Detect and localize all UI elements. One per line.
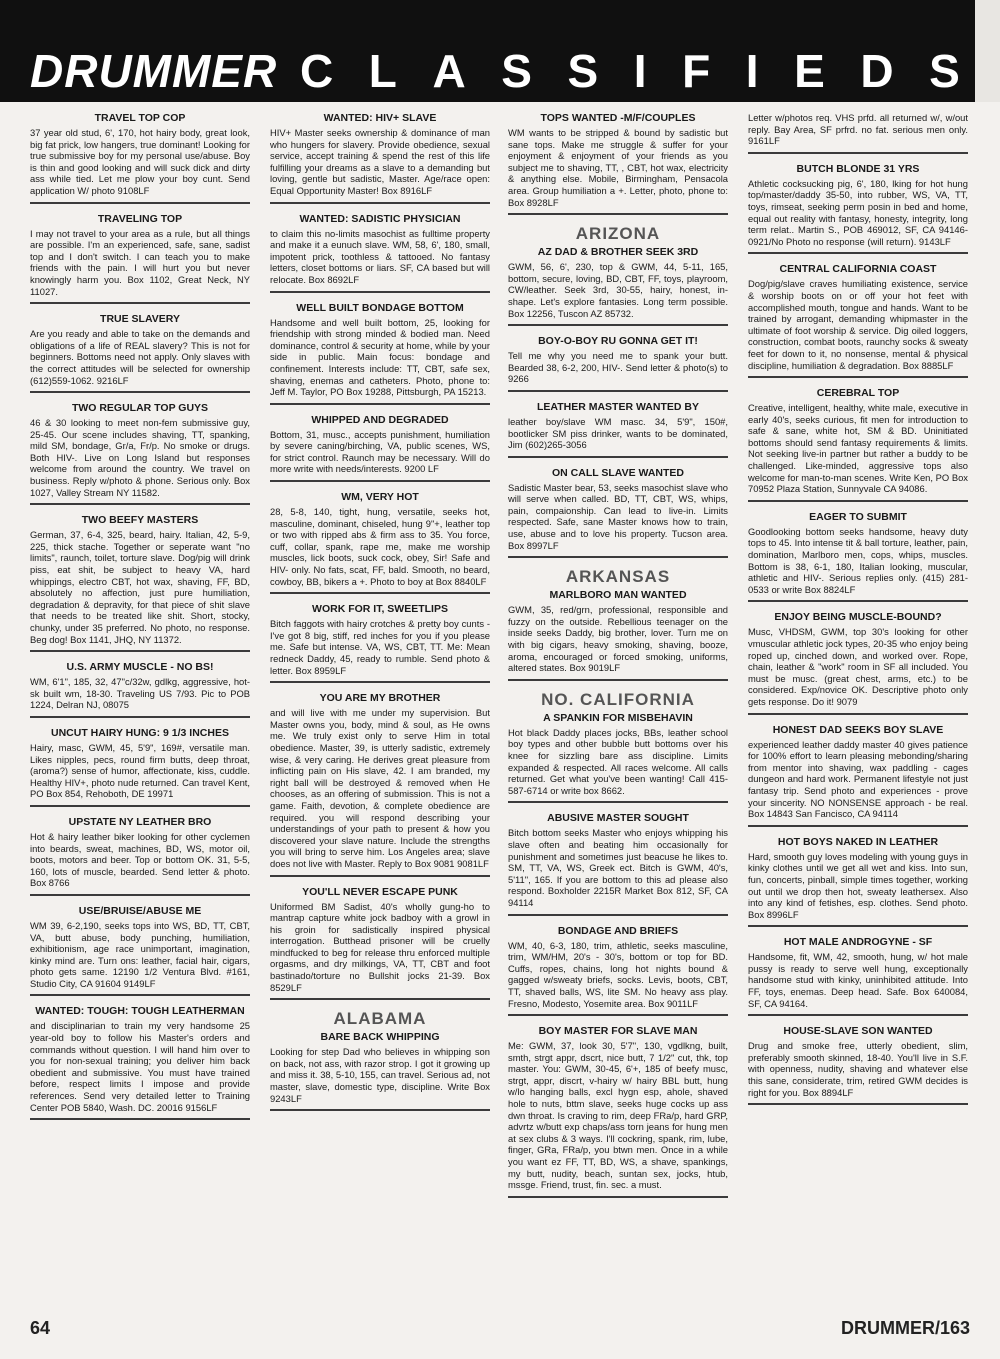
- ad-headline: WANTED: TOUGH: TOUGH LEATHERMAN: [35, 1005, 245, 1018]
- ad-body: and will live with me under my supervision. But Master owns you, body, mind & soul, as He owns me. We truly exist only to serve Him in total obedience. Master, 39, is utterly sadistic, extremely wise, & very caring. He derives great pleasure from inflicting pain on His slave, 42. I am branded, my right ball will be destroyed & removed when He chooses, as an offering of submission. This is not a game. Faith, devotion, & complete obedience are required. you will respond describing your understandings of your path to present & how you discovered your slave nature. Include the strengths you will bring to serve him. Los Angeles area; slave does not live with Master. Reply to Box 9081 9081LF: [270, 707, 490, 869]
- section-letter: I: [745, 45, 759, 97]
- ad-headline: WHIPPED AND DEGRADED: [311, 413, 449, 426]
- ad-body: Handsome and well built bottom, 25, looking for friendship with strong minded & bodied man. Need dominance, control & security at home, while by your side in public. Main focus: bondage and confinement. Interests include: TT, CBT, safe sex, shaving, enemas and catheters. Photo, phone to: Jeff M. Taylor, PO Box 19288, Pittsburgh, PA 15213.: [270, 316, 490, 398]
- region-heading: ARKANSAS: [565, 567, 671, 587]
- ad-headline: CEREBRAL TOP: [816, 387, 900, 400]
- ad-headline: WANTED: SADISTIC PHYSICIAN: [299, 212, 461, 225]
- ad-body: WM, 6'1", 185, 32, 47"c/32w, gdlkg, aggressive, hot-sk built wm, 18-30. Traveling US 7/93. Pic to POB 1224, Delran NJ, 08075: [30, 676, 250, 711]
- ad-body: to claim this no-limits masochist as fulltime property and make it a eunuch slave. WM, 58, 6', 180, small, impotent prick, toothless & tattooed. No fantasy letters, closet bottoms or liars. SF, CA based but will relocate. Box 8692LF: [270, 227, 490, 285]
- classified-ad: [30, 313, 250, 393]
- ad-headline: WANTED: HIV+ SLAVE: [323, 112, 437, 124]
- ad-headline: WELL BUILT BONDAGE BOTTOM: [296, 301, 464, 314]
- ad-body: experienced leather daddy master 40 gives patience for 100% effort to learn pleasing mebonding/sharing from mentor into shaving, wax paddling - cages dungeon and hard work. Permanent lifestyle not just fantasy trip. Send photo and experiences - prove your sincerity. NO NONSENSE approach - be real. Box 14843 San Fancisco, CA 94114: [748, 738, 968, 820]
- ad-headline: YOU'LL NEVER ESCAPE PUNK: [302, 885, 458, 898]
- classified-ad: [508, 589, 728, 681]
- ad-body: Musc, VHDSM, GWM, top 30's looking for other vmuscular athletic jock types, 20-35 who enjoy being roped up, cinched down, and worked over. Rope, chain, leather & "work" room in SF all included. You must be musc. (great chest, arms, etc.) to be considered. Exp/novice OK. Descriptive photo only gets response. Do it! 9079: [748, 626, 968, 707]
- masthead-banner: [0, 0, 975, 102]
- section-letter: A: [432, 45, 466, 97]
- ad-headline: BONDAGE AND BRIEFS: [557, 924, 679, 937]
- classified-ad: [508, 467, 728, 559]
- ad-body: 28, 5-8, 140, tight, hung, versatile, seeks hot, masculine, dominant, chiseled, hung 9"+, leather top or two with ripped abs & firm ass to 35. You force, cuff, collar, spank, rape me, make me worship muscles, lick boots, suck cock, obey, Sir! Safe and HIV- only. No fats, scat, FF, bald. Smooth, no beard, cowboy, BB, bikers a +. Photo to boy at Box 8840LF: [270, 506, 490, 587]
- ad-body: Dog/pig/slave craves humiliating existence, service & worship boots on or off your hot feet with accomplished mouth, tongue and hands. Want to be trained by arrogant, demanding whipmaster in the ultimate of foot worship & service. Dig oiled loggers, construction, combat boots, raunchy socks & sweaty feet for down to it, no nonsense, mental & physical discipline, humiliation & degradation. Box 8885LF: [748, 278, 968, 371]
- classified-ad: [748, 163, 968, 255]
- region-heading: ARIZONA: [575, 224, 661, 244]
- classified-ad: [270, 302, 490, 405]
- classified-ad: [508, 246, 728, 326]
- classified-ad: [30, 1005, 250, 1120]
- classified-ad: [30, 112, 250, 204]
- ad-body: Hairy, masc, GWM, 45, 5'9", 169#, versatile man. Likes nipples, pecs, round firm butts, deep throat, (aroma?) sense of humor, affectionate, kiss, cuddle. Healthy HIV+, photo nude returned. Can travel Kent, PO Box 854, Rehoboth, DE 19971: [30, 741, 250, 800]
- classified-ad: [30, 402, 250, 505]
- ad-headline: WM, VERY HOT: [341, 491, 419, 504]
- classified-ad: [508, 925, 728, 1017]
- ad-headline: HOUSE-SLAVE SON WANTED: [783, 1025, 933, 1038]
- classified-ad: [748, 936, 968, 1016]
- classified-ad: [270, 886, 490, 1001]
- ad-headline: TRAVEL TOP COP: [94, 112, 186, 124]
- ad-body: German, 37, 6-4, 325, beard, hairy. Italian, 42, 5-9, 225, thick stache. Together or seperate want "no limits", raunch, toilet, torture slave. Dog/pig will drink piss, eat shit, be subject to heavy VA, hard whippings, electro CBT, hot wax, shaving, FF, BD, absolutely no affection, just pure humiliation, degradation & depravity, for that piece of shit slave that needs to be treated like shit. Short, stocky, chunky, under 35 preferred. No photo, no response. Beg dog! Box 1141, JHQ, NY 11372.: [30, 529, 250, 645]
- classified-ad: [270, 692, 490, 876]
- classified-ad: [270, 603, 490, 683]
- ad-headline: UNCUT HAIRY HUNG: 9 1/3 INCHES: [51, 726, 229, 739]
- ad-body: Athletic cocksucking pig, 6', 180, lking for hot hung top/master/daddy 35-50, into rubber, WS, VA, TT, toys, rimseat, seeking perm posin in bed and home, equal out reality with fantasy, honesty, integrity, long term relat.. Martin S., POB 469012, SF, CA 94146-0921/No Photo no response (will return). 9143LF: [748, 177, 968, 247]
- ad-headline: YOU ARE MY BROTHER: [319, 692, 441, 705]
- section-letter: C: [300, 45, 334, 97]
- ad-body: Uniformed BM Sadist, 40's wholly gung-ho to mantrap capture white jock badboy with a growl in his groin for sadistically inspired physical interrogation. Butthead prisoner will be cruelly mindfucked to beg for release thru enforced multiple orgasms, and dry milkings, VA, TT, CBT and foot bastinado/torture no Bullshit jocks 21-39. Box 8529LF: [270, 900, 490, 993]
- ad-headline: MARLBORO MAN WANTED: [549, 589, 687, 602]
- classified-ad: [508, 112, 728, 215]
- classified-ad: [748, 836, 968, 928]
- region-heading: NO. CALIFORNIA: [541, 689, 695, 709]
- classified-ad: [30, 661, 250, 718]
- ad-headline: EAGER TO SUBMIT: [809, 510, 907, 523]
- classified-ad: [270, 112, 490, 204]
- classified-ad: [508, 812, 728, 915]
- ad-headline: WORK FOR IT, SWEETLIPS: [312, 603, 448, 616]
- classified-ad: [748, 511, 968, 603]
- classifieds-column-4: [748, 112, 968, 1302]
- section-letter: D: [860, 45, 894, 97]
- ad-body: Bitch faggots with hairy crotches & pretty boy cunts - I've got 8 big, stiff, red inches for you if you please me. Safe but intense. VA, WS, CBT, TT. Me: Mean redneck Daddy, 45, ready to rumble. Send photo & letter. Box 8959LF: [270, 618, 490, 676]
- classified-ad: [748, 1025, 968, 1105]
- ad-headline: TOPS WANTED -M/F/COUPLES: [540, 112, 696, 124]
- ad-body: Are you ready and able to take on the demands and obligations of a life of REAL slavery? This is not for beginners. Bottoms need not apply. Only slaves with the correct attitudes will be selected for ownership (612)559-1062. 9216LF: [30, 328, 250, 386]
- ad-body: GWM, 35, red/grn, professional, responsible and fuzzy on the outside. Rebellious teenager on the inside seeks Daddy, big brother, lover. Turn me on with big cigars, heavy smoking, shaving, booze, aroma, encouraged or forced smoking, uniforms, altered states. Box 9019LF: [508, 604, 728, 674]
- classified-ad: [30, 905, 250, 997]
- classified-ad: [30, 514, 250, 652]
- classified-ad: [30, 816, 250, 896]
- classified-ad: [508, 401, 728, 458]
- section-letter: F: [682, 45, 711, 97]
- ad-headline: HOT MALE ANDROGYNE - SF: [783, 936, 933, 949]
- classified-ad: [748, 112, 968, 154]
- section-letter: S: [501, 45, 532, 97]
- ad-headline: TRUE SLAVERY: [100, 313, 180, 326]
- ad-body: Looking for step Dad who believes in whipping son on back, not ass, with razor strop. I got it growing up and miss it. 38, 5-10, 155, can travel. Serious ad, not master, slave, domestic type, discipline. Write Box 9243LF: [270, 1046, 490, 1104]
- section-letter: L: [368, 45, 397, 97]
- ad-headline: ENJOY BEING MUSCLE-BOUND?: [774, 611, 942, 624]
- ad-body: 37 year old stud, 6', 170, hot hairy body, great look, big fat prick, low hangers, true dominant! Looking for true submissive boy for my personal use/abuse. Boy is thin and good looking and will suck dick and dirty ass while tied. Let me plow your boy cunt. Send application W/ photo 9108LF: [30, 127, 250, 196]
- classifieds-column-2: [270, 112, 490, 1302]
- classifieds-column-3: [508, 112, 728, 1302]
- ad-body: Creative, intelligent, healthy, white male, executive in early 40's, seeks curious, fit men for introduction to safe & sane, white hot, SM & BD. Uninitiated bottoms should send fantasy requirements & limits. Not seeking live-in partner but rather a buddy to be challenged. Like-minded, aggressive tops also welcome for man-to-man scenes. Write Ken, PO Box 70952 Plaza Station, Sunnyvale CA 94086.: [748, 402, 968, 495]
- ad-headline: LEATHER MASTER WANTED BY: [537, 400, 699, 413]
- ad-body: WM wants to be stripped & bound by sadistic but sane tops. Make me struggle & suffer for your enjoyment & enjoyment of your friends as you subject me to shaving, TT, , CBT, hot wax, electricity & anything else. Mobile, Birmingham, Pensacola area. Group humiliation a +. Letter, photo, phone to: Box 8928LF: [508, 127, 728, 208]
- ad-body: Tell me why you need me to spank your butt. Bearded 38, 6-2, 200, HIV-. Send letter & photo(s) to 9266: [508, 350, 728, 385]
- ad-body: Sadistic Master bear, 53, seeks masochist slave who will serve when called. BD, TT, CBT, WS, whips, pain, compaionship. Can lead to live-in. Limits respected. Safe, sane Master knows how to train, use, abuse and to love his property. Tucson area. Box 8997LF: [508, 481, 728, 551]
- ad-headline: AZ DAD & BROTHER SEEK 3RD: [537, 246, 699, 259]
- masthead-section: [300, 44, 960, 98]
- ad-headline: CENTRAL CALIFORNIA COAST: [779, 263, 937, 276]
- classified-ad: [30, 727, 250, 807]
- page-edge: [975, 0, 1000, 102]
- ad-headline: BOY MASTER FOR SLAVE MAN: [538, 1025, 698, 1038]
- ad-headline: BOY-O-BOY RU GONNA GET IT!: [538, 335, 698, 348]
- classified-ad: [30, 213, 250, 305]
- classified-ad: [508, 712, 728, 804]
- section-letter: E: [794, 45, 825, 97]
- classifieds-column-1: [30, 112, 250, 1302]
- section-letter: S: [567, 45, 599, 97]
- ad-headline: ON CALL SLAVE WANTED: [551, 466, 685, 479]
- ad-headline: USE/BRUISE/ABUSE ME: [78, 904, 202, 917]
- ad-headline: BUTCH BLONDE 31 YRS: [796, 162, 920, 175]
- ad-body: GWM, 56, 6', 230, top & GWM, 44, 5-11, 165, bottom, secure, loving, BD, CBT, FF, toys, playroom, CW/leather. Seek 3rd, 30-55, hairy, honest, in-shape. Let's explore fantasies. Long term possible. Box 12256, Tuscon AZ 85732.: [508, 261, 728, 319]
- ad-body: WM, 40, 6-3, 180, trim, athletic, seeks masculine, trim, WM/HM, 20's - 30's, bottom or top for BD. Cuffs, ropes, chains, long hot nights bound & gagged w/sweaty briefs, socks. Levis, boots, CBT, TT, shaved balls, WS, lite SM. No heavy ass play. Fresno, Modesto, Yosemite area. Box 9011LF: [508, 939, 728, 1009]
- ad-body: Letter w/photos req. VHS prfd. all returned w/, w/out reply. Bay Area, SF prfrd. no fat. serious men only. 9161LF: [748, 112, 968, 147]
- ad-headline: U.S. ARMY MUSCLE - NO BS!: [66, 661, 214, 674]
- classified-ad: [508, 1025, 728, 1198]
- ad-headline: HOT BOYS NAKED IN LEATHER: [777, 835, 939, 848]
- ad-body: Me: GWM, 37, look 30, 5'7", 130, vgdlkng, built, smth, strgt appr, dscrt, nice butt, 7 1/2" cut, thk, top master. You: GWM, 30-45, 6'+, 185 of beefy musc, strgt, appr, discrt, v-hairy w/ hairy BBL butt, hung w/lo hanging balls, excl hygn esp, ahole, shaved hole to nuts, bttm slave, seeks huge cocks up ass dwn throat. Is craving to rim, deep FRa/p, hard GRP, advrtz w/butt exp chaps/ass torn jeans for hung men at sex clubs & 3 ways. I'll cockring, spank, rim, lube, finger, GRa, FRa/p, you btwn men. Once in a while you want ez FF, TT, BD, WS, a shave, spankings, my butt, nudity, beach, suntan sex, jocks, htub, mssge. Friend, trust, fin. sec. a must.: [508, 1040, 728, 1191]
- classified-ad: [748, 263, 968, 378]
- classified-ad: [508, 335, 728, 392]
- ad-body: leather boy/slave WM masc. 34, 5'9", 150#, bootlicker SM piss drinker, wants to be dominated, Jim (602)265-3056: [508, 415, 728, 451]
- ad-body: Bitch bottom seeks Master who enjoys whipping his slave often and beating him occasionally for punishment and sometimes just beacuse he likes to. SM, TT, VA, WS, Greek ect. Bitch is GWM, 40's, 5'11", 165. If you are bottom to this ad please also respond. Boxholder 2215R Market Box 812, SF, CA 94114: [508, 827, 728, 908]
- ad-headline: TWO REGULAR TOP GUYS: [71, 402, 209, 415]
- ad-body: Handsome, fit, WM, 42, smooth, hung, w/ hot male pussy is ready to serve well hung, exceptionally handsome stud with kinky, uninhibited attitude. Into FF, toys, enemas. Deep head. Safe. Box 640084, SF, CA 94164.: [748, 951, 968, 1009]
- ad-body: Hot & hairy leather biker looking for other cyclemen into beards, sweat, machines, BD, WS, motor oil, boots, motors and beer. Top or bottom OK. 31, 5-5, 160, lots of muscle, bearded. Send letter & photo. Box 8766: [30, 830, 250, 889]
- classified-ad: [748, 611, 968, 714]
- ad-body: Goodlooking bottom seeks handsome, heavy duty tops to 45. Into intense tit & ball torture, leather, pain, domination, Marlboro men, cops, whips, muscles. Bottom is 38, 6-1, 180, Italian looking, muscular, athletic and HIV-. Serious replies only. (415) 281-0533 or write Box 8824LF: [748, 525, 968, 595]
- section-letter: I: [633, 45, 647, 97]
- ad-headline: UPSTATE NY LEATHER BRO: [68, 815, 212, 828]
- ad-body: WM 39, 6-2,190, seeks tops into WS, BD, TT, CBT, VA, butt abuse, body punching, humiliation, exhibitionism, age race unimportant, imagination, kinky mind are. Turn ons: leather, facial hair, cigars, photo gets same. 12190 1/2 Ventura Blvd. #161, Studio City, CA 91604 9149LF: [30, 919, 250, 989]
- ad-body: HIV+ Master seeks ownership & dominance of man who hungers for slavery. Provide obedience, sexual service, accept training & spend the rest of this life fulfilling your dreams as a slave to a demanding but loving, gentle but sadistic, Master. Age/race open: Equal Opportunity Master! Box 8916LF: [270, 127, 490, 196]
- classified-ad: [748, 724, 968, 827]
- classified-ad: [270, 491, 490, 594]
- ad-body: Bottom, 31, musc., accepts punishment, humiliation by severe caning/birching, VA, public scenes, WS, for strict control. Raunch may be necessary. Will do more write with needs/interests. 9200 LF: [270, 428, 490, 475]
- ad-body: Hot black Daddy places jocks, BBs, leather school boy types and other bubble butt bottoms over his knee for sizzling bare ass discipline. Limits expanded & respected. All races welcome. All calls returned. Get what you've been wanting! Call 415-587-6714 or write box 8662.: [508, 726, 728, 796]
- section-letter: S: [929, 45, 960, 97]
- ad-body: I may not travel to your area as a rule, but all things are possible. I'm an experienced, safe, sane, sadist top and I don't switch. I can teach you to make friends with the pain. I will hurt you but never knowingly harm you. Box 1102, Great Neck, NY 11027.: [30, 227, 250, 297]
- ad-body: 46 & 30 looking to meet non-fem submissive guy, 25-45. Our scene includes shaving, TT, spanking, mild SM, bondage, Gr/a, Fr/p. No smoke or drugs. Both HIV-. Live on Long Island but responses welcome from around the country. We travel on business. Reply w/photo & phone. Serious only. Box 1027, Valley Stream NY 11582.: [30, 417, 250, 498]
- ad-headline: BARE BACK WHIPPING: [320, 1031, 440, 1044]
- ad-headline: ABUSIVE MASTER SOUGHT: [547, 812, 689, 825]
- ad-body: and disciplinarian to train my very handsome 25 year-old boy to follow his Master's orders and commands without question. I will hand him over to you for non-sexual training; you deliver him back obedient and submissive. You must have trained before, respect limits I impose and provide references. Send very detailed letter to Training Center POB 5840, Wash. DC. 20016 9156LF: [30, 1020, 250, 1113]
- page-number: 64: [30, 1318, 51, 1338]
- issue-number: DRUMMER/163: [840, 1318, 970, 1338]
- classified-ad: [270, 1031, 490, 1111]
- classified-ad: [748, 387, 968, 502]
- classified-ad: [270, 414, 490, 482]
- ad-headline: TWO BEEFY MASTERS: [81, 514, 199, 527]
- ad-headline: A SPANKIN FOR MISBEHAVIN: [543, 711, 693, 724]
- classified-ad: [270, 213, 490, 293]
- region-heading: ALABAMA: [333, 1009, 427, 1029]
- ad-body: Drug and smoke free, utterly obedient, slim, preferably smooth skinned, 18-40. You'll live in S.F. with openness, nudity, shaving and whatever else this sane, considerate, trim, retired GWM decides is right for you. Box 8894LF: [748, 1040, 968, 1098]
- ad-headline: HONEST DAD SEEKS BOY SLAVE: [772, 723, 944, 736]
- masthead-title: DRUMMER: [30, 45, 278, 97]
- ad-headline: TRAVELING TOP: [97, 212, 183, 225]
- ad-body: Hard, smooth guy loves modeling with young guys in kinky clothes until we get all wet and kiss. Into sun, fun, concerts, pinball, simple times together, working out until we drop then hot, sweaty leathersex. Also into any kind of fetishes, esp. clothes. Send photo. Box 8996LF: [748, 850, 968, 920]
